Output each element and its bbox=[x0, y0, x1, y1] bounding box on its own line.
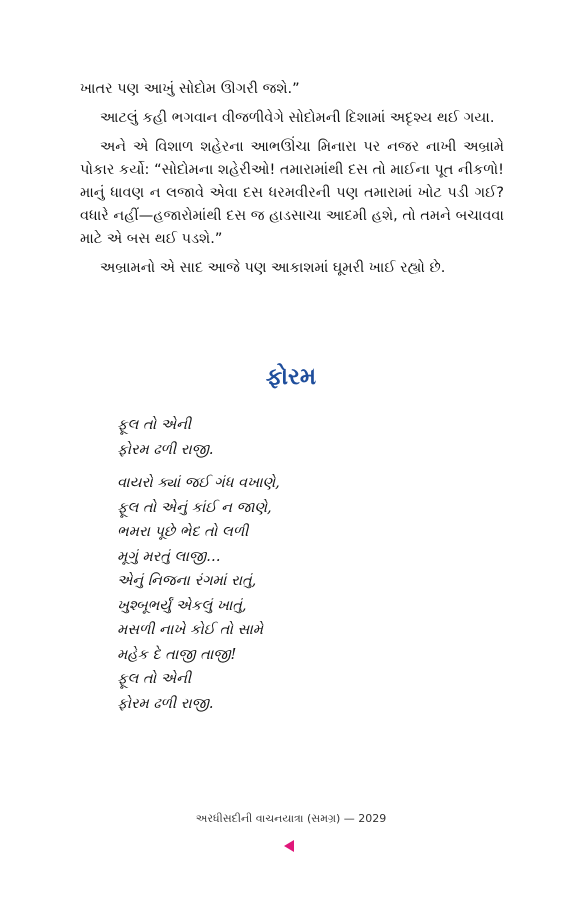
paragraph: આટલું કહી ભગવાન વીજળીવેગે સોદોમની દિશામાં અદૃશ્ય થઈ ગયા. bbox=[100, 110, 495, 126]
poem-line: ખુશ્બૂભર્યું એકલું ખાતું, bbox=[117, 597, 247, 614]
poem-line: ફૂલ તો એની bbox=[117, 671, 192, 687]
poem-line: એનું નિજના રંગમાં રાતું, bbox=[117, 573, 257, 589]
poem-line: ફૂલ તો એનું કાંઈ ન જાણે, bbox=[117, 499, 272, 516]
poem-stanza bbox=[117, 471, 280, 716]
poem-stanza bbox=[117, 413, 280, 462]
poem-line: ફૂલ તો એની bbox=[117, 417, 192, 433]
paragraph: અને એ વિશાળ શહેરના આભઊંચા મિનારા પર નજર નાખી અબ્રામે પોકાર કર્યો: “સોદોમના શહેરીઓ! તમારામાંથી દસ તો માઈના પૂત નીકળો! માનું ધાવણ ન લજાવે એવા દસ ધરમવીરની પણ તમારામાં ખોટ પડી ગઈ? વધારે નહીં—હજારોમાંથી દસ જ હાડસાચા આદમી હશે, તો તમને બચાવવા માટે એ બસ થઈ પડશે.” bbox=[80, 139, 504, 247]
poem-title: ફોરમ bbox=[265, 364, 317, 390]
poem-line: ભમરા પૂછે ભેદ તો લળી bbox=[117, 524, 249, 540]
poem-line: વાયરો ક્યાં જઈ ગંધ વખાણે, bbox=[117, 475, 280, 491]
page-marker-icon bbox=[284, 840, 294, 852]
poem-line: મૂગું મરતું લાજી… bbox=[117, 548, 221, 565]
paragraph: અબ્રામનો એ સાદ આજે પણ આકાશમાં ઘૂમરી ખાઈ રહ્યો છે. bbox=[100, 260, 446, 276]
poem-line: મહેક દે તાજી તાજી! bbox=[117, 646, 237, 663]
prose-body bbox=[80, 78, 504, 286]
paragraph: ખાતર પણ આખું સોદોમ ઊગરી જશે.” bbox=[80, 81, 300, 97]
poem-line: ફોરમ ઢળી રાજી. bbox=[117, 441, 214, 458]
poem-line: મસળી નાખે કોઈ તો સામે bbox=[117, 622, 263, 638]
page-footer: અરધીસદીની વાચનયાત્રા (સમગ્ર) — 2029 bbox=[195, 812, 387, 825]
poem-line: ફોરમ ઢળી રાજી. bbox=[117, 695, 214, 712]
poem bbox=[117, 413, 280, 725]
